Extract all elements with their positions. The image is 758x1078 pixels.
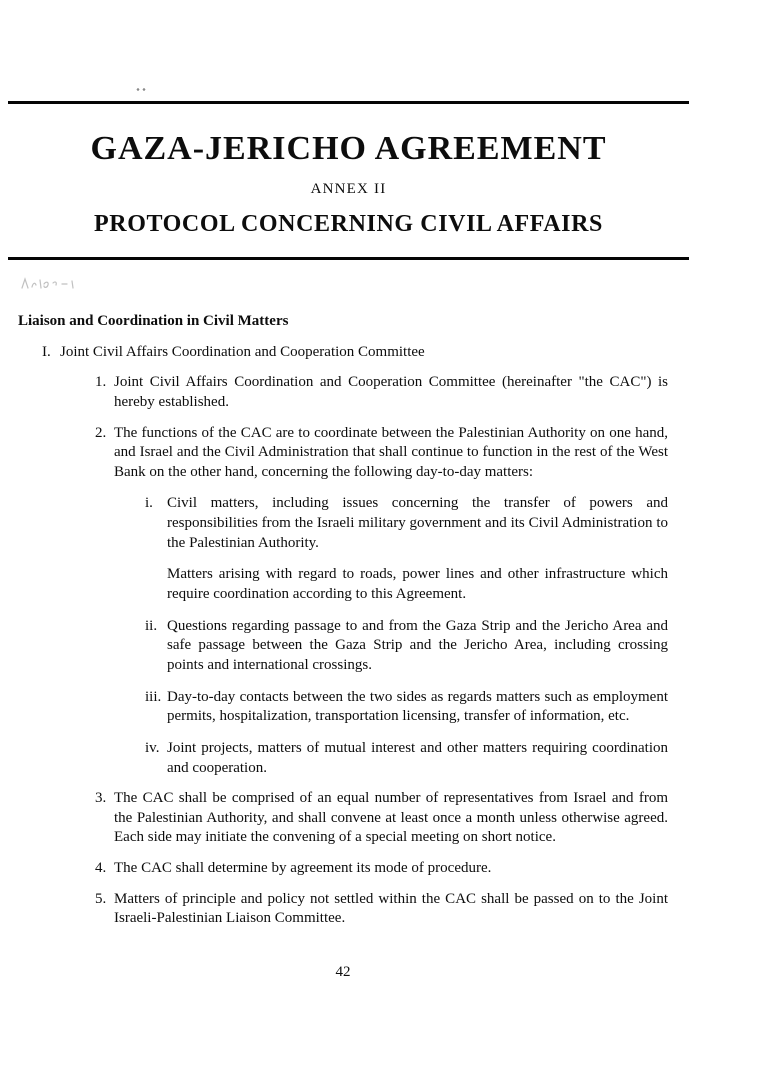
sub-item-i — [145, 494, 668, 604]
item-text: The functions of the CAC are to coordinate between the Palestinian Authority on one hand, and Israel and the Civil Administration that shall continue to function in the rest of the West Bank on the other hand, concerning the following day-to-day matters: — [114, 424, 668, 480]
item-text: Joint Civil Affairs Coordination and Cooperation Committee (hereinafter "the CAC") is hereby established. — [114, 374, 668, 410]
sub-item-paragraph: Questions regarding passage to and from the Gaza Strip and the Jericho Area and safe passage between the Gaza Strip and the Jericho Area, including crossing points and international crossings. — [167, 617, 668, 673]
item-text: Matters of principle and policy not settled within the CAC shall be passed on to the Joint Israeli-Palestinian Liaison Committee. — [114, 890, 668, 927]
sub-item-marker: iv. — [145, 739, 160, 756]
sub-item-paragraph: Civil matters, including issues concerning the transfer of powers and responsibilities from the Israeli military government and its Civil Administration to the Palestinian Authority. — [167, 495, 668, 551]
protocol-title: PROTOCOL CONCERNING CIVIL AFFAIRS — [94, 211, 603, 238]
header-bottom-rule — [8, 257, 689, 260]
document-header — [8, 130, 689, 239]
item-marker: 5. — [95, 890, 107, 907]
sub-item-marker: i. — [145, 495, 153, 512]
list-item-5 — [95, 890, 668, 929]
sub-item-paragraph: Joint projects, matters of mutual interest and other matters requiring coordination and cooperation. — [167, 739, 668, 776]
sub-item-text — [167, 688, 668, 727]
top-rule — [8, 101, 689, 104]
list-item-2 — [95, 424, 668, 483]
item-text: The CAC shall determine by agreement its mode of procedure. — [114, 860, 492, 877]
list-item-3 — [95, 789, 668, 848]
sub-item-marker: iii. — [145, 688, 162, 705]
list-item-4 — [95, 859, 668, 879]
pencil-scribble-mark — [20, 276, 82, 294]
sub-item-text — [167, 617, 668, 676]
annex-label: ANNEX II — [310, 181, 387, 198]
outline-item-roman-I — [42, 343, 668, 363]
section-heading: Liaison and Coordination in Civil Matters — [18, 312, 289, 329]
item-text: The CAC shall be comprised of an equal number of representatives from Israel and from the Palestinian Authority, and shall convene at least once a month unless otherwise agreed. Each side may initiate the convening of a special meeting on short notice. — [114, 790, 668, 846]
item-marker: 1. — [95, 374, 107, 391]
item-marker: 4. — [95, 860, 107, 877]
sub-item-text — [167, 739, 668, 778]
page-number: 42 — [335, 964, 351, 980]
scan-artifact-dots — [136, 88, 146, 91]
sub-item-paragraph: Day-to-day contacts between the two sides as regards matters such as employment permits, hospitalization, transportation licensing, transfer of information, etc. — [167, 688, 668, 725]
sub-item-paragraph: Matters arising with regard to roads, power lines and other infrastructure which require coordination according to this Agreement. — [167, 566, 668, 603]
item-marker: 3. — [95, 790, 107, 807]
outline-marker: I. — [42, 343, 51, 360]
sub-item-ii — [145, 617, 668, 676]
sub-item-iii — [145, 688, 668, 727]
sub-item-marker: ii. — [145, 617, 158, 634]
list-item-1 — [95, 373, 668, 412]
sub-item-text — [167, 494, 668, 604]
item-marker: 2. — [95, 424, 107, 441]
document-title: GAZA-JERICHO AGREEMENT — [90, 130, 607, 167]
outline-text: Joint Civil Affairs Coordination and Cooperation Committee — [60, 343, 425, 360]
sub-item-iv — [145, 739, 668, 778]
document-body — [18, 312, 668, 983]
